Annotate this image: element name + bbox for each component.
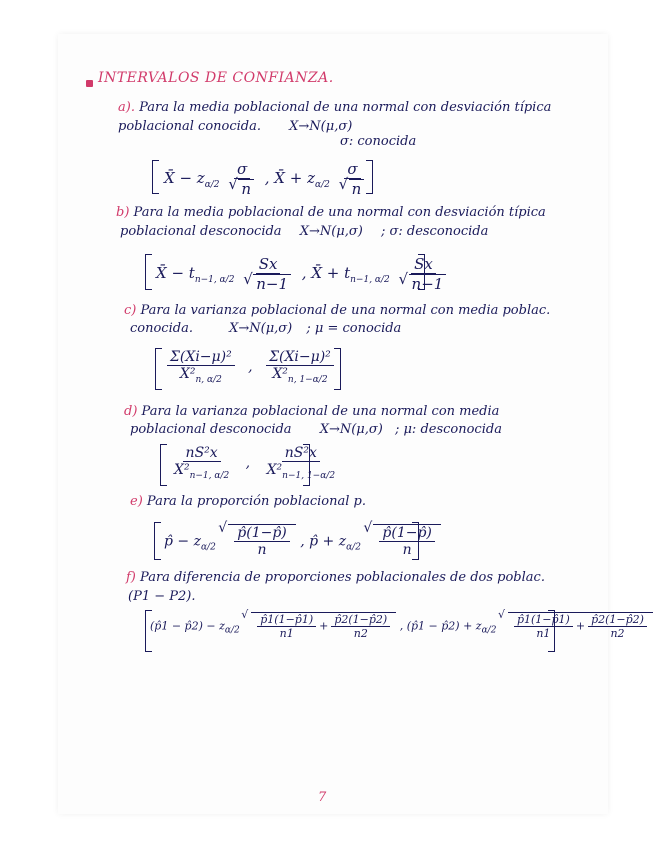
- item-f-letter: f): [126, 570, 136, 585]
- page-title: INTERVALOS DE CONFIANZA.: [98, 70, 334, 86]
- item-e-f-left-sub: α/2: [200, 542, 216, 553]
- item-f-sqrt1-b-num: p̂2(1−p̂2): [331, 613, 390, 627]
- item-b-bracket-right: [418, 254, 425, 290]
- item-e-line1: [130, 494, 366, 509]
- item-e-sqrt2-num: √ p̂(1−p̂): [379, 525, 435, 542]
- item-e-bracket-left: [154, 522, 161, 560]
- item-b-formula: [156, 255, 452, 293]
- item-a-bracket-right: [366, 160, 373, 194]
- item-f-sqrt2-b-num: p̂2(1−p̂2): [588, 613, 647, 627]
- item-e-sqrt1-den: n: [257, 542, 267, 558]
- item-d-line1: [124, 404, 499, 419]
- item-a-frac1-num: σ: [234, 160, 250, 179]
- item-e-sqrt1-num: √ p̂(1−p̂): [234, 525, 290, 542]
- item-f-f-right: , (p̂1 − p̂2) + z: [399, 619, 482, 633]
- item-b-line2: [120, 224, 488, 239]
- item-c-cond: ; μ = conocida: [306, 321, 402, 336]
- item-a-dist: X→N(μ,σ): [289, 119, 353, 134]
- item-f-line1: [126, 570, 545, 585]
- item-a-f-right: , X̄ + z: [264, 169, 315, 187]
- item-a-text1: Para la media poblacional de una normal con desviación típica: [139, 100, 552, 115]
- item-a-f-right-sub: α/2: [315, 180, 330, 190]
- item-b-f-left: X̄ − t: [156, 264, 195, 282]
- item-a-line1: [118, 100, 551, 115]
- item-a-cond: σ: conocida: [340, 134, 417, 149]
- item-d-comma: ,: [245, 454, 251, 471]
- item-e-formula: [164, 524, 441, 558]
- item-c-frac1: [167, 349, 235, 385]
- item-a-frac2-num: σ: [344, 160, 360, 179]
- item-e-bracket-right: [412, 522, 419, 560]
- item-d-frac1-num: nS²x: [183, 445, 221, 462]
- item-f-text1: Para diferencia de proporciones poblacionales de dos poblac.: [140, 570, 545, 585]
- item-f-f-left: (p̂1 − p̂2) − z: [150, 619, 225, 633]
- item-b-frac2-den: √ n−1: [409, 274, 447, 293]
- item-c-frac1-den: X²: [179, 366, 196, 382]
- item-c-comma: ,: [248, 358, 253, 375]
- item-a-f-left-sub: α/2: [204, 180, 220, 190]
- item-e-sqrt2: [373, 524, 441, 558]
- item-a-bracket-left: [152, 160, 159, 194]
- item-e-sqrt2-den: n: [402, 542, 412, 558]
- item-b-text2: poblacional desconocida: [120, 224, 282, 239]
- item-b-cond: ; σ: desconocida: [380, 224, 489, 239]
- item-d-frac1: [171, 445, 232, 481]
- item-b-bracket-left: [145, 254, 152, 290]
- item-f-sqrt2-b-den: n2: [610, 627, 625, 640]
- item-e-letter: e): [130, 494, 143, 509]
- item-f-sqrt2-a-den: n1: [536, 627, 551, 640]
- item-e-f-right-sub: α/2: [346, 542, 361, 553]
- item-c-bracket-right: [334, 348, 341, 390]
- item-e-f-right: , p̂ + z: [300, 533, 347, 550]
- item-a-frac2-den: √ n: [349, 179, 365, 198]
- item-f-line2: (P1 − P2).: [128, 589, 196, 604]
- item-f-sqrt1-b-den: n2: [353, 627, 368, 640]
- item-e-sqrt1: [228, 524, 296, 558]
- item-d-frac1-den-sub: n−1, α/2: [189, 470, 230, 481]
- item-d-frac2-den-sub: n−1, 1−α/2: [282, 470, 336, 481]
- title-bullet: [86, 80, 93, 87]
- item-c-letter: c): [124, 303, 137, 318]
- item-f-sqrt2: √ $\frac{p̂1(1-p̂1)}{n1}$ + $\frac{p̂2(1-p̂2)}{n2}$: [508, 612, 653, 640]
- item-c-line2: [130, 321, 401, 336]
- item-b-frac1-num: Sx: [256, 255, 281, 274]
- item-d-frac2-num: nS²x: [282, 445, 320, 462]
- item-c-text1: Para la varianza poblacional de una normal con media poblac.: [140, 303, 551, 318]
- item-c-frac1-num: Σ(Xi−μ)²: [167, 349, 235, 366]
- item-f-sqrt1-frac-b: [331, 613, 390, 640]
- item-b-dist: X→N(μ,σ): [299, 224, 363, 239]
- item-f-bracket-right: [548, 610, 555, 652]
- item-f-sqrt1: √ $\frac{p̂1(1-p̂1)}{n1}$ + $\frac{p̂2(1-p̂2)}{n2}$: [251, 612, 396, 640]
- item-f-sqrt2-frac-b: [588, 613, 647, 640]
- item-d-frac1-den: X²: [174, 462, 190, 478]
- item-c-frac2: [266, 349, 334, 385]
- item-d-cond: ; μ: desconocida: [394, 422, 502, 437]
- item-f-sqrt1-a-den: n1: [279, 627, 294, 640]
- item-c-text2: conocida.: [130, 321, 193, 336]
- item-f-sqrt1-a-num: √ p̂1(1−p̂1): [257, 613, 316, 627]
- item-a-formula: [164, 160, 370, 198]
- item-d-dist: X→N(μ,σ): [319, 422, 383, 437]
- item-b-f-right: , X̄ + t: [301, 264, 351, 282]
- item-c-line1: [124, 303, 550, 318]
- item-d-frac2-den: X²: [266, 462, 283, 478]
- item-b-f-right-sub: n−1, α/2: [350, 275, 390, 285]
- item-a-frac1-den: √ n: [238, 179, 254, 198]
- item-f-sqrt1-frac-a: [257, 613, 316, 640]
- item-e-text1: Para la proporción poblacional p.: [146, 494, 366, 509]
- item-f-f-left-sub: α/2: [224, 625, 240, 636]
- item-e-sqrt1-frac: [234, 525, 290, 558]
- item-b-line1: [116, 205, 546, 220]
- item-c-dist: X→N(μ,σ): [229, 321, 293, 336]
- item-d-formula: [168, 445, 341, 481]
- item-d-bracket-right: [303, 444, 310, 486]
- item-b-frac1: [242, 255, 294, 293]
- item-e-sqrt2-frac: [379, 525, 435, 558]
- item-c-frac2-den: X²: [272, 366, 288, 382]
- item-c-frac2-num: Σ(Xi−μ)²: [266, 349, 334, 366]
- item-a-frac1: [227, 160, 257, 198]
- item-e-f-left: p̂ − z: [164, 533, 201, 550]
- item-f-sqrt2-frac-a: [514, 613, 573, 640]
- item-d-bracket-left: [160, 444, 167, 486]
- item-d-frac2: [264, 445, 338, 481]
- item-c-frac1-den-sub: n, α/2: [195, 374, 222, 385]
- item-c-frac2-den-sub: n, 1−α/2: [287, 374, 328, 385]
- item-b-text1: Para la media poblacional de una normal con desviación típica: [133, 205, 546, 220]
- item-d-line2: [130, 422, 502, 437]
- item-a-f-left: X̄ − z: [164, 169, 205, 187]
- item-c-formula: [164, 349, 337, 385]
- item-f-sqrt2-a-num: √ p̂1(1−p̂1): [514, 613, 573, 627]
- item-d-letter: d): [124, 404, 138, 419]
- item-a-text2: poblacional conocida.: [118, 119, 262, 134]
- item-f-f-right-sub: α/2: [481, 625, 497, 636]
- item-b-frac1-den: √ n−1: [253, 274, 291, 293]
- item-d-text1: Para la varianza poblacional de una normal con media: [141, 404, 500, 419]
- item-c-bracket-left: [155, 348, 162, 390]
- item-b-letter: b): [116, 205, 130, 220]
- item-f-formula: [150, 612, 653, 640]
- item-a-frac2: [338, 160, 368, 198]
- item-d-text2: poblacional desconocida: [130, 422, 292, 437]
- item-a-letter: a).: [118, 100, 135, 115]
- page-number: 7: [318, 790, 327, 805]
- item-a-line2: [118, 119, 352, 134]
- item-b-frac2-num: Sx: [411, 255, 436, 274]
- item-b-f-left-sub: n−1, α/2: [194, 275, 235, 285]
